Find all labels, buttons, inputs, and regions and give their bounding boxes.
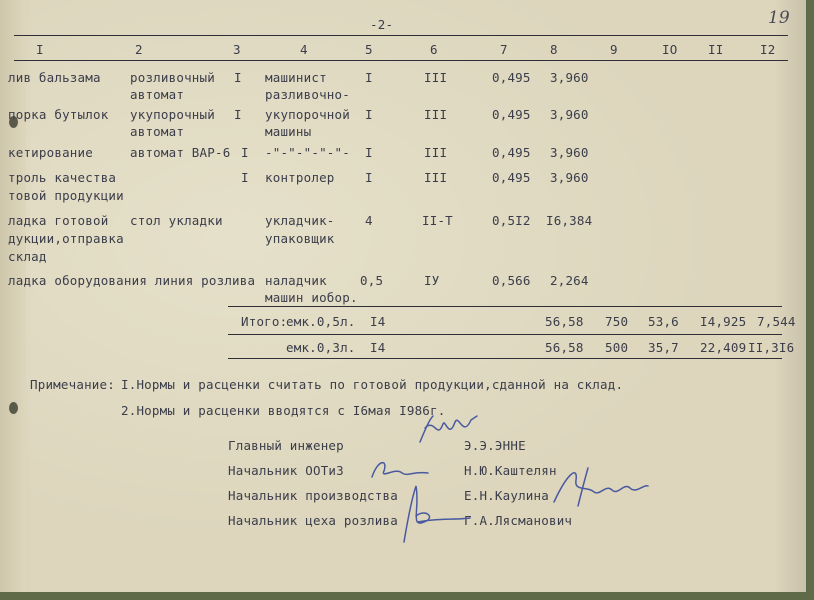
rate-cell: 0,495: [492, 170, 531, 185]
notes-heading: Примечание:: [30, 377, 115, 392]
table-top-rule: [14, 35, 788, 36]
operation-cell: троль качества: [8, 170, 117, 185]
operation-cell: товой продукции: [8, 188, 124, 203]
signatory-name: Г.А.Лясманович: [464, 513, 573, 528]
signatory-title: Начальник производства: [228, 488, 398, 503]
note-item: I.Нормы и расценки считать по готовой продукции,сданной на склад.: [121, 377, 624, 392]
rate-cell: 0,495: [492, 70, 531, 85]
workers-cell: I: [365, 70, 373, 85]
count-cell: I: [241, 170, 249, 185]
profession-cell: машины: [265, 124, 312, 139]
operation-cell: склад: [8, 249, 47, 264]
count-cell: I: [241, 145, 249, 160]
totals-col10: 53,6: [648, 314, 679, 329]
grade-cell: III: [424, 70, 448, 85]
rate-cell: 0,495: [492, 107, 531, 122]
grade-cell: IУ: [424, 273, 440, 288]
header-bottom-rule: [14, 60, 788, 61]
signatory-title: Главный инженер: [228, 438, 344, 453]
count-cell: I: [234, 70, 242, 85]
workers-cell: 4: [365, 213, 373, 228]
column-header: IO: [662, 42, 678, 57]
column-header: 8: [550, 42, 558, 57]
grade-cell: II-T: [422, 213, 453, 228]
column-header: II: [708, 42, 724, 57]
handwritten-signature: [396, 478, 476, 548]
totals-label: Итого:: [241, 314, 288, 329]
equipment-cell: автомат: [130, 87, 185, 102]
page-number-handwritten: 19: [768, 8, 790, 28]
signatory-title: Начальник цеха розлива: [228, 513, 398, 528]
workers-cell: I: [365, 170, 373, 185]
punch-hole: [9, 402, 18, 414]
column-header: 6: [430, 42, 438, 57]
workers-cell: 0,5: [360, 273, 384, 288]
totals-col12: 7,544: [757, 314, 796, 329]
column-header: 2: [135, 42, 143, 57]
totals-bottom-rule: [228, 358, 782, 359]
equipment-cell: автомат: [130, 124, 185, 139]
sum-cell: 3,960: [550, 70, 589, 85]
profession-cell: укупорочной: [265, 107, 350, 122]
column-header: 3: [233, 42, 241, 57]
column-header: I: [36, 42, 44, 57]
rate-cell: 0,495: [492, 145, 531, 160]
grade-cell: III: [424, 145, 448, 160]
grade-cell: III: [424, 170, 448, 185]
workers-cell: I: [365, 107, 373, 122]
operation-cell: кетирование: [8, 145, 93, 160]
operation-cell: ладка готовой: [8, 213, 109, 228]
totals-workers: I4: [370, 340, 386, 355]
profession-cell: разливочно-: [265, 87, 350, 102]
page-marker: -2-: [370, 17, 394, 32]
equipment-cell: автомат ВАР-6: [130, 145, 231, 160]
rate-cell: 0,566: [492, 273, 531, 288]
totals-middle-rule: [228, 334, 782, 335]
sum-cell: 3,960: [550, 145, 589, 160]
binding-margin: [0, 0, 26, 592]
sum-cell: 3,960: [550, 170, 589, 185]
equipment-cell: розливочный: [130, 70, 215, 85]
totals-col9: 500: [605, 340, 629, 355]
column-header: I2: [760, 42, 776, 57]
totals-top-rule: [228, 306, 782, 307]
note-item: 2.Нормы и расценки вводятся с I6мая I986г.: [121, 403, 446, 418]
operation-cell: лив бальзама: [8, 70, 101, 85]
totals-desc: емк.0,3л.: [286, 340, 356, 355]
totals-desc: емк.0,5л.: [286, 314, 356, 329]
signatory-name: Э.Э.ЭННЕ: [464, 438, 526, 453]
signatory-name: Н.Ю.Каштелян: [464, 463, 557, 478]
column-header: 7: [500, 42, 508, 57]
equipment-cell: укупорочный: [130, 107, 215, 122]
totals-col12: II,3I6: [748, 340, 795, 355]
profession-cell: укладчик-: [265, 213, 335, 228]
equipment-cell: стол укладки: [130, 213, 223, 228]
column-header: 9: [610, 42, 618, 57]
sum-cell: 2,264: [550, 273, 589, 288]
operation-cell: ладка оборудования линия розлива: [8, 273, 256, 288]
totals-sum: 56,58: [545, 340, 584, 355]
profession-cell: наладчик: [265, 273, 327, 288]
grade-cell: III: [424, 107, 448, 122]
totals-workers: I4: [370, 314, 386, 329]
workers-cell: I: [365, 145, 373, 160]
sum-cell: 3,960: [550, 107, 589, 122]
operation-cell: дукции,отправка: [8, 231, 124, 246]
signatory-name: Е.Н.Каулина: [464, 488, 549, 503]
totals-col11: 22,409: [700, 340, 747, 355]
profession-cell: -"-"-"-"-"-: [265, 145, 350, 160]
profession-cell: машин иобор.: [265, 290, 358, 305]
column-header: 5: [365, 42, 373, 57]
profession-cell: машинист: [265, 70, 327, 85]
sum-cell: I6,384: [546, 213, 593, 228]
rate-cell: 0,5I2: [492, 213, 531, 228]
totals-col11: I4,925: [700, 314, 747, 329]
handwritten-signature: [548, 462, 658, 512]
totals-sum: 56,58: [545, 314, 584, 329]
profession-cell: контролер: [265, 170, 335, 185]
handwritten-signature: [415, 410, 485, 450]
totals-col9: 750: [605, 314, 629, 329]
count-cell: I: [234, 107, 242, 122]
signatory-title: Начальник ООТиЗ: [228, 463, 344, 478]
profession-cell: упаковщик: [265, 231, 335, 246]
totals-col10: 35,7: [648, 340, 679, 355]
column-header: 4: [300, 42, 308, 57]
operation-cell: порка бутылок: [8, 107, 109, 122]
